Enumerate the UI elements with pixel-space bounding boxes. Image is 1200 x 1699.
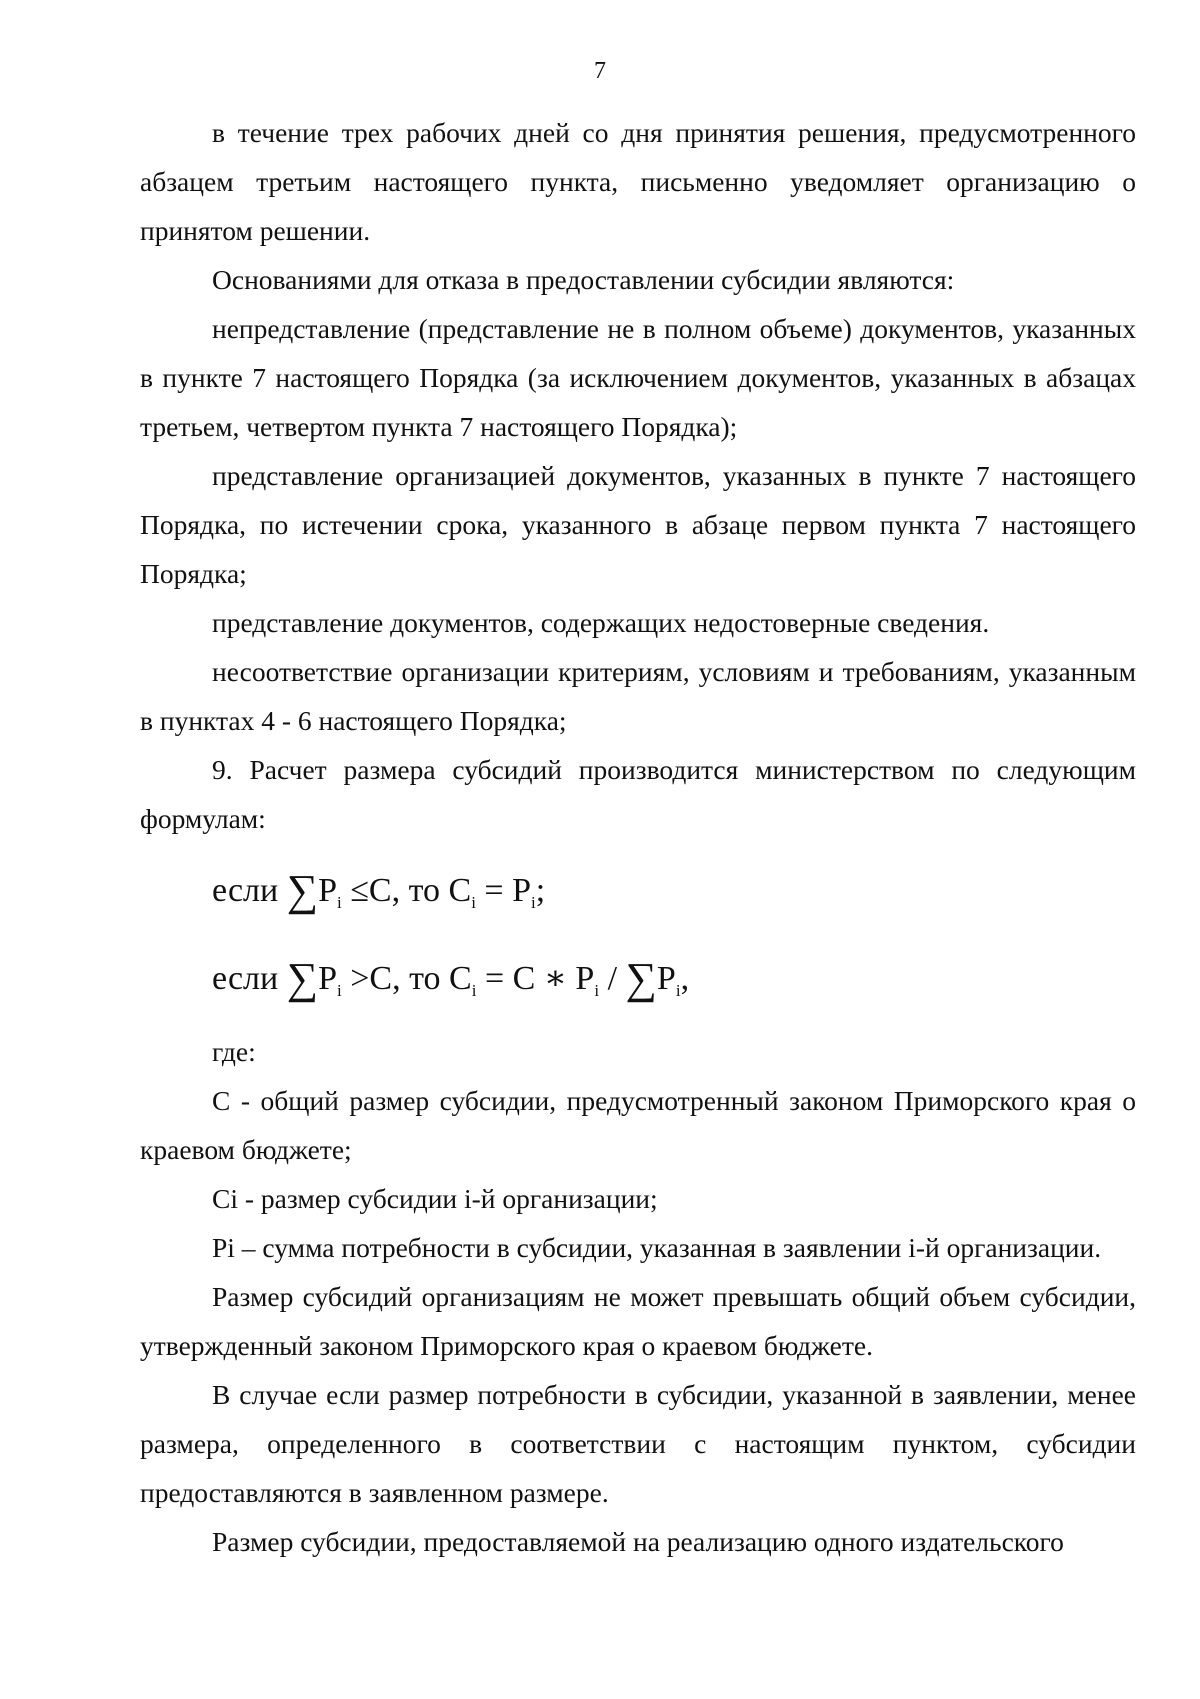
paragraph: Размер субсидии, предоставляемой на реализацию одного издательского bbox=[212, 1526, 1064, 1557]
paragraph: где: bbox=[212, 1036, 256, 1067]
sum-symbol: ∑ bbox=[286, 866, 319, 915]
paragraph: 9. Расчет размера субсидий производится министерством по следующим формулам: bbox=[140, 754, 1136, 834]
paragraph: Ci - размер субсидии i-й организации; bbox=[212, 1183, 658, 1214]
document-body bbox=[140, 108, 1136, 1566]
formula-line-2: если $\sum P_i >C$, то $C_i = C$ ∗ $P_i / \sum P_i$, bbox=[212, 954, 690, 1003]
paragraph: в течение трех рабочих дней со дня принятия решения, предусмотренного абзацем третьим настоящего пункта, письменно уведомляет организацию о принятом решении. bbox=[140, 117, 1136, 246]
formula-block bbox=[212, 851, 1136, 1027]
paragraph: Основаниями для отказа в предоставлении субсидии являются: bbox=[212, 264, 955, 295]
paragraph: представление документов, содержащих недостоверные сведения. bbox=[212, 607, 990, 638]
paragraph: непредставление (представление не в полном объеме) документов, указанных в пункте 7 настоящего Порядка (за исключением документов, указанных в абзацах третьем, четвертом пункта 7 настоящего Порядка); bbox=[140, 313, 1136, 442]
sum-symbol: ∑ bbox=[286, 954, 319, 1003]
paragraph: Pi – сумма потребности в субсидии, указанная в заявлении i-й организации. bbox=[212, 1232, 1102, 1263]
paragraph: В случае если размер потребности в субсидии, указанной в заявлении, менее размера, определенного в соответствии с настоящим пунктом, субсидии предоставляются в заявленном размере. bbox=[140, 1379, 1136, 1508]
paragraph: несоответствие организации критериям, условиям и требованиям, указанным в пунктах 4 - 6 настоящего Порядка; bbox=[140, 656, 1136, 736]
paragraph: представление организацией документов, указанных в пункте 7 настоящего Порядка, по истечении срока, указанного в абзаце первом пункта 7 настоящего Порядка; bbox=[140, 460, 1136, 589]
sum-symbol: ∑ bbox=[625, 954, 657, 1003]
paragraph: Размер субсидий организациям не может превышать общий объем субсидии, утвержденный законом Приморского края о краевом бюджете. bbox=[140, 1281, 1136, 1361]
page-number: 7 bbox=[594, 58, 606, 84]
paragraph: C - общий размер субсидии, предусмотренный законом Приморского края о краевом бюджете; bbox=[140, 1085, 1136, 1165]
formula-line-1: если $\sum P_i \le C$, то $C_i = P_i$; bbox=[212, 866, 546, 915]
